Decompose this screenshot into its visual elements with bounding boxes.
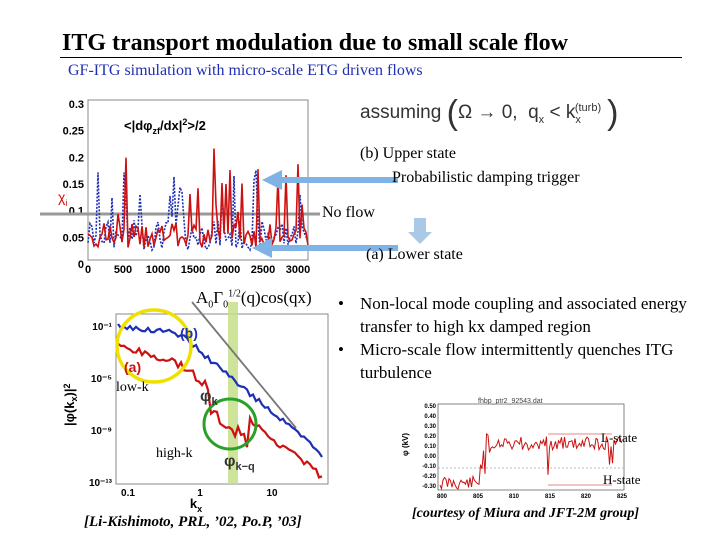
y-tick-label: 0.10 [424, 444, 436, 450]
flow-legend: $<|d\varphi_{zf}/dx|^2>/2$ [124, 117, 206, 136]
bullet-item: • Micro-scale flow intermittently quenches ITG turbulence [338, 340, 674, 382]
upper-state-label: (b) Upper state [360, 145, 456, 162]
y-tick-label: 0 [77, 259, 84, 271]
experiment-trace [440, 434, 622, 489]
lower-state-label: (a) Lower state [366, 246, 463, 263]
x-tick-label: 1000 [145, 264, 171, 276]
x-tick-label: 10 [266, 488, 278, 499]
x-tick-label: 810 [508, 494, 520, 500]
phi-k-label: $\varphi_k$ [200, 388, 218, 408]
spectrum-formula: $A_0\Gamma_0^{1/2}(q)\cos(qx)$ [196, 288, 312, 311]
y-tick-label: 0.20 [424, 434, 436, 440]
lower-arrowhead [252, 238, 272, 258]
down-arrowhead [408, 232, 432, 244]
y-tick-label: 0.05 [62, 232, 84, 245]
x-tick-label: 500 [113, 264, 133, 276]
upper-arrowhead [262, 170, 282, 190]
x-tick-label: 3000 [285, 264, 311, 276]
upper-state-arrow [280, 177, 398, 183]
y-tick-label: 10⁻⁵ [90, 374, 112, 385]
no-flow-label: No flow [322, 204, 375, 221]
experiment-y-label: φ (kV) [401, 432, 410, 456]
x-tick-label: 800 [436, 494, 448, 500]
label-a: (a) [124, 359, 142, 375]
x-tick-label: 815 [544, 494, 556, 500]
h-state-label: H-state [603, 472, 641, 487]
x-tick-label: 805 [472, 494, 484, 500]
low-k-label: low-k [116, 380, 149, 395]
spectrum-a [118, 344, 322, 478]
spectrum-x-label: $k_x$ [189, 496, 203, 514]
x-tick-label: 1 [197, 488, 203, 499]
slide-title: ITG transport modulation due to small scale flow [62, 30, 569, 56]
y-tick-label: 0.00 [424, 454, 436, 460]
chi-label: $\chi_i$ [58, 189, 68, 208]
x-tick-label: 2500 [250, 264, 276, 276]
spectrum-plot [60, 300, 340, 540]
assumption-formula: assuming (Ω → 0, $q_x < k_x^{(turb)}$ ) [360, 94, 619, 132]
title-underline [60, 57, 682, 58]
label-b: (b) [180, 325, 198, 341]
y-tick-label: -0.20 [422, 474, 436, 480]
x-tick-label: 1500 [180, 264, 206, 276]
phi-k-q-label: $\varphi_{k-q}$ [224, 453, 255, 473]
y-tick-label: 0.25 [62, 125, 84, 138]
y-tick-label: 10⁻¹ [92, 322, 112, 333]
bullet-item: • Non-local mode coupling and associated energy transfer to high kx damped region [338, 294, 687, 336]
y-tick-label: -0.30 [422, 484, 436, 490]
damping-trigger-label: Probabilistic damping trigger [392, 169, 580, 186]
slide-subtitle: GF-ITG simulation with micro-scale ETG driven flows [68, 62, 423, 79]
y-tick-label: 0.15 [62, 179, 84, 191]
y-tick-label: 0.1 [68, 205, 84, 218]
x-tick-label: 0 [84, 264, 92, 276]
assuming-word: assuming [360, 102, 442, 123]
bullet-list [338, 292, 708, 384]
y-tick-label: 10⁻⁹ [90, 426, 112, 437]
y-tick-label: 0.50 [424, 404, 436, 410]
citation-right: [courtesy of Miura and JFT-2M group] [412, 506, 640, 521]
y-tick-label: 0.2 [68, 152, 84, 165]
y-tick-label: 0.30 [424, 424, 436, 430]
experiment-plot [398, 392, 638, 504]
down-arrow-shaft [414, 218, 426, 232]
x-tick-label: 825 [616, 494, 628, 500]
y-tick-label: 0.40 [424, 414, 436, 420]
experiment-header: fhbp_ptr2_92543.dat [478, 398, 543, 405]
x-tick-label: 2000 [215, 264, 241, 276]
l-state-label: L-state [601, 430, 638, 445]
spectrum-y-label: $|\varphi(k_x)|^2$ [62, 383, 79, 426]
y-tick-label: 0.3 [68, 99, 84, 111]
y-tick-label: 10⁻¹³ [88, 478, 112, 489]
y-tick-label: -0.10 [422, 464, 436, 470]
high-k-label: high-k [156, 446, 193, 461]
x-tick-label: 820 [580, 494, 592, 500]
x-tick-label: 0.1 [121, 488, 135, 499]
citation-left: [Li-Kishimoto, PRL, ’02, Po.P, ’03] [84, 514, 302, 530]
